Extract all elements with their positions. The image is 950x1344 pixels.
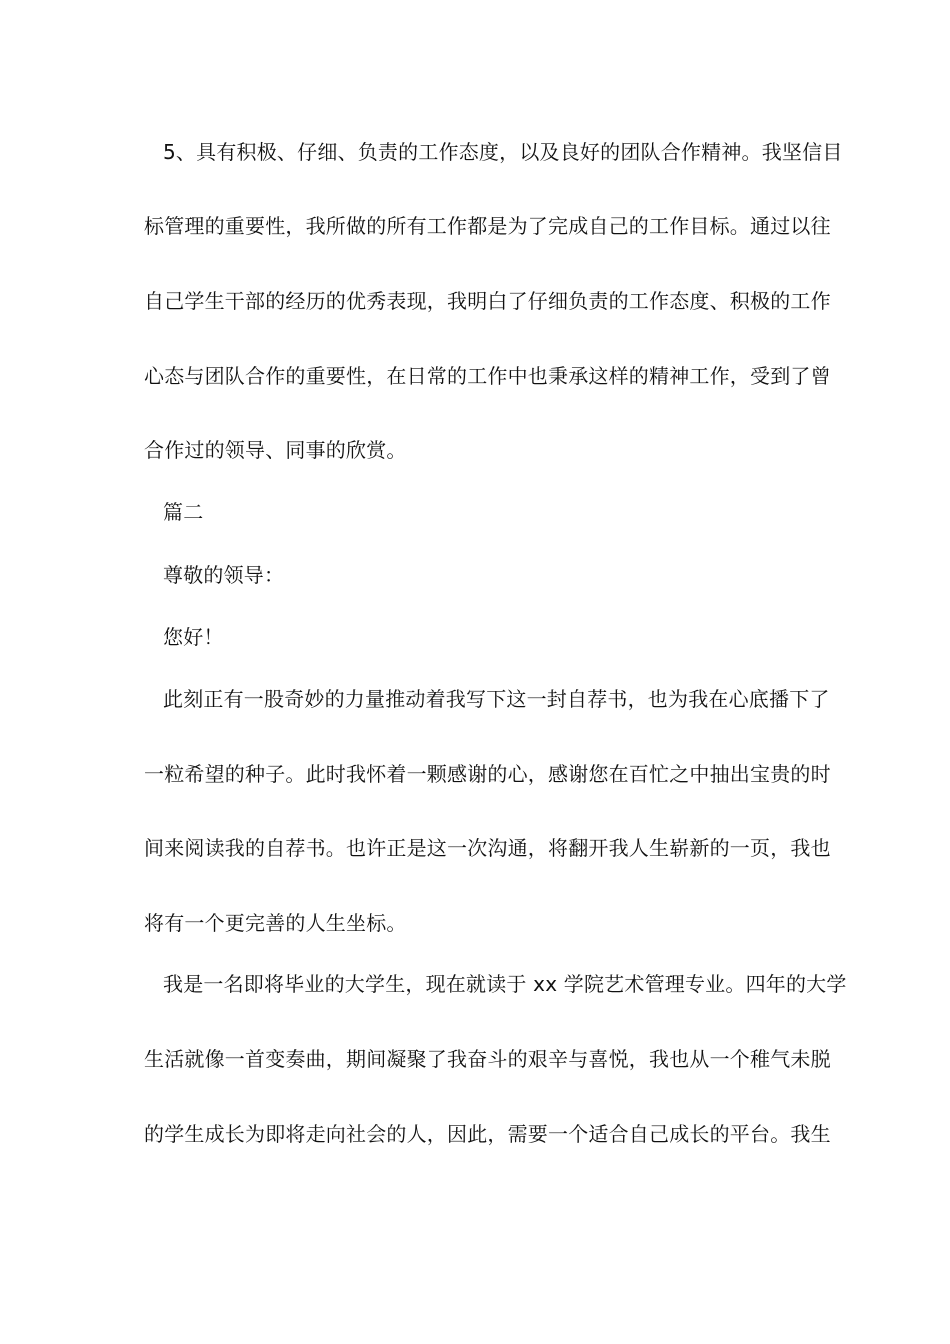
paragraph-2-line-4: 将有一个更完善的人生坐标。 xyxy=(144,911,407,935)
salutation: 尊敬的领导： xyxy=(163,563,285,587)
paragraph-2-line-2: 一粒希望的种子。此时我怀着一颗感谢的心，感谢您在百忙之中抽出宝贵的时 xyxy=(144,762,831,786)
paragraph-1-line-4: 心态与团队合作的重要性，在日常的工作中也秉承这样的精神工作，受到了曾 xyxy=(144,364,831,388)
paragraph-3-line-2: 生活就像一首变奏曲，期间凝聚了我奋斗的艰辛与喜悦，我也从一个稚气未脱 xyxy=(144,1047,831,1071)
paragraph-1-line-5: 合作过的领导、同事的欣赏。 xyxy=(144,438,407,462)
paragraph-2-line-3: 间来阅读我的自荐书。也许正是这一次沟通，将翻开我人生崭新的一页，我也 xyxy=(144,836,831,860)
paragraph-1-line-2: 标管理的重要性，我所做的所有工作都是为了完成自己的工作目标。通过以往 xyxy=(144,214,831,238)
section-heading: 篇二 xyxy=(163,500,204,524)
paragraph-3-line-1: 我是一名即将毕业的大学生，现在就读于 xx 学院艺术管理专业。四年的大学 xyxy=(163,972,847,996)
paragraph-1-line-3: 自己学生干部的经历的优秀表现，我明白了仔细负责的工作态度、积极的工作 xyxy=(144,289,831,313)
paragraph-3-line-3: 的学生成长为即将走向社会的人，因此，需要一个适合自己成长的平台。我生 xyxy=(144,1122,831,1146)
greeting: 您好！ xyxy=(163,625,224,649)
paragraph-1-line-1: 5、具有积极、仔细、负责的工作态度，以及良好的团队合作精神。我坚信目 xyxy=(163,140,843,164)
paragraph-2-line-1: 此刻正有一股奇妙的力量推动着我写下这一封自荐书，也为我在心底播下了 xyxy=(163,687,830,711)
